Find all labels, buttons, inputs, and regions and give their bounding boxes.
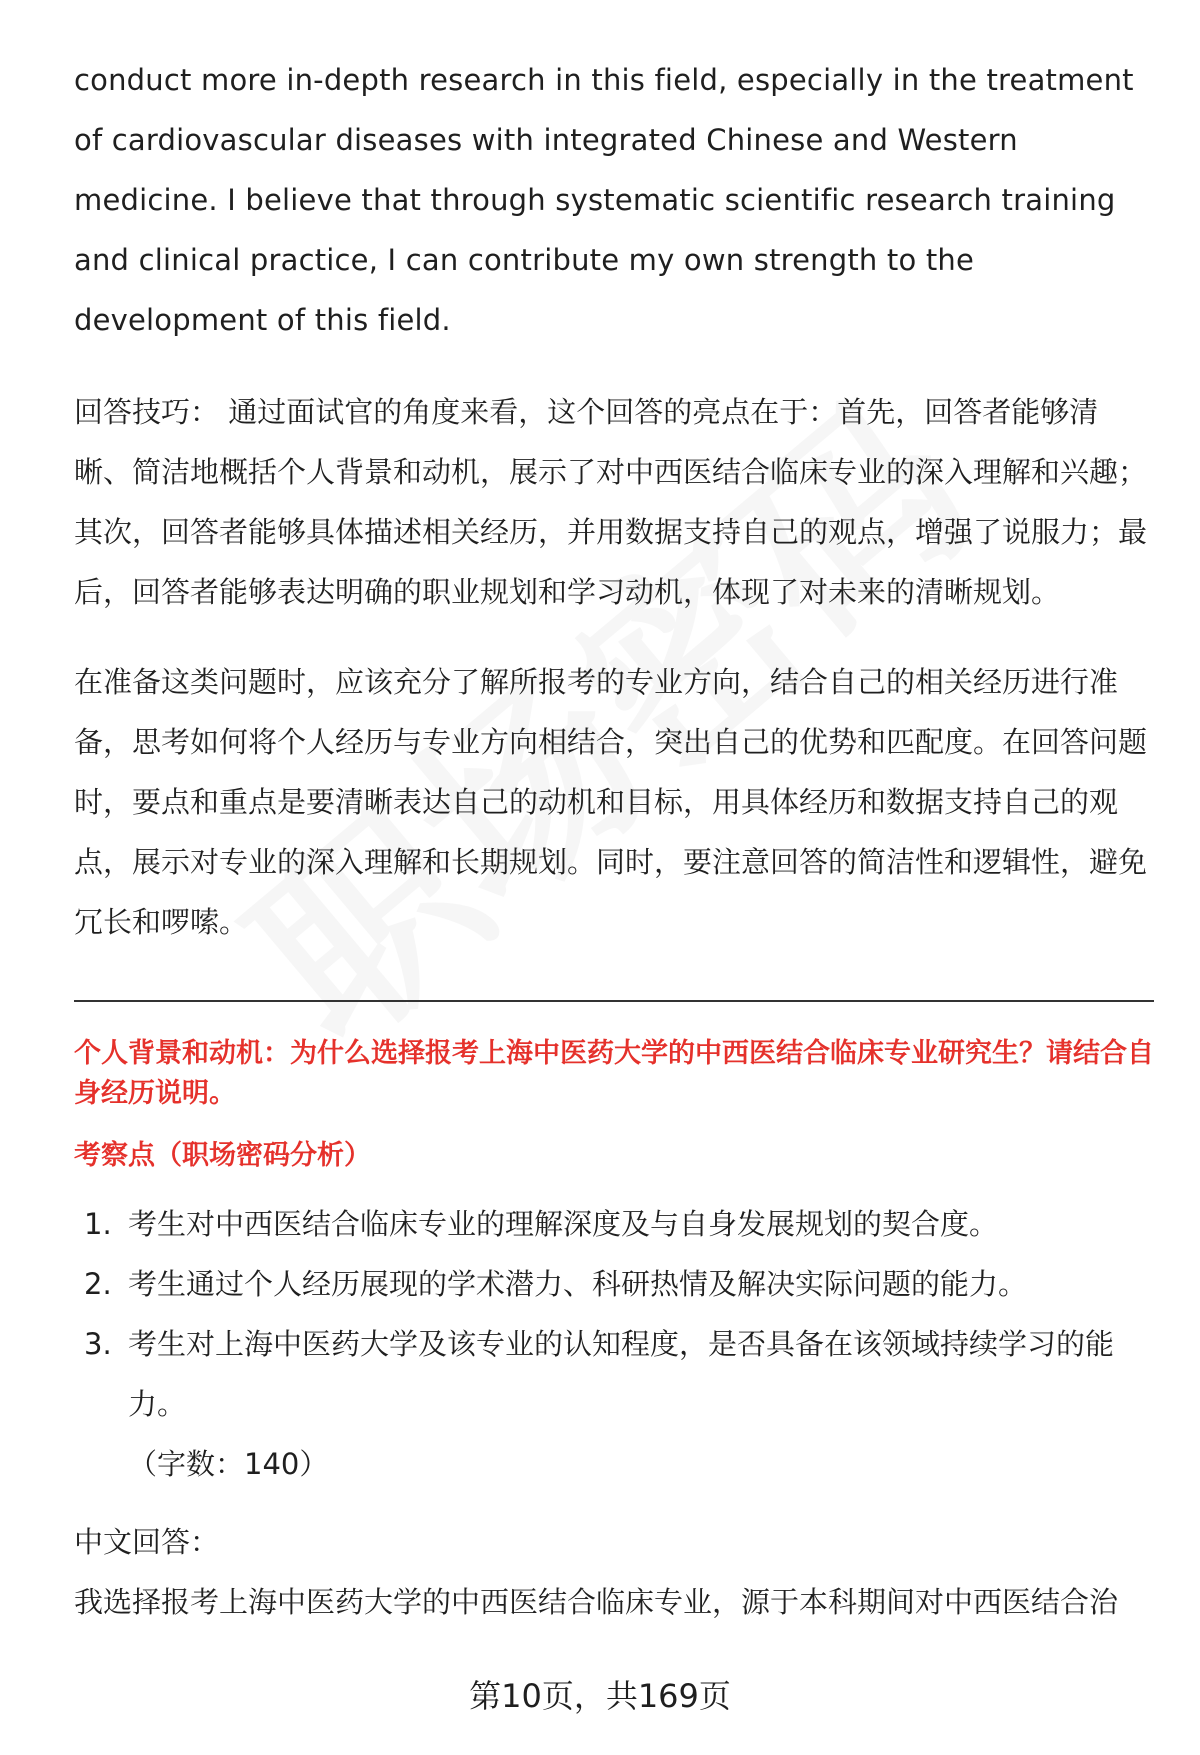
list-number: 3. [84,1327,112,1361]
analysis-point [74,1314,1154,1434]
word-count: （字数：140） [128,1447,329,1481]
analysis-point [74,1194,1154,1254]
analysis-points-list [74,1194,1154,1434]
list-text: 考生通过个人经历展现的学术潜力、科研热情及解决实际问题的能力。 [128,1267,1028,1301]
chinese-answer-text: 我选择报考上海中医药大学的中西医结合临床专业，源于本科期间对中西医结合治 [74,1585,1119,1619]
answer-tips-paragraph: 回答技巧： 通过面试官的角度来看，这个回答的亮点在于：首先，回答者能够清晰、简洁地概括个人背景和动机，展示了对中西医结合临床专业的深入理解和兴趣；其次，回答者能够具体描述相关经历，并用数据支持自己的观点，增强了说服力；最后，回答者能够表达明确的职业规划和学习动机，体现了对未来的清晰规划。 [74,395,1148,609]
list-number: 1. [84,1207,112,1241]
list-text: 考生对中西医结合临床专业的理解深度及与自身发展规划的契合度。 [128,1207,999,1241]
english-answer-paragraph: conduct more in-depth research in this field, especially in the treatment of cardiovascular diseases with integrated Chinese and Western medicine. I believe that through systematic scientific research training and clinical practice, I can contribute my own strength to the development of this field. [74,63,1134,337]
chinese-answer-label: 中文回答： [74,1525,220,1559]
analysis-heading: 考察点（职场密码分析） [74,1140,371,1171]
question-heading: 个人背景和动机：为什么选择报考上海中医药大学的中西医结合临床专业研究生？请结合自身经历说明。 [74,1038,1154,1109]
list-number: 2. [84,1267,112,1301]
list-text: 考生对上海中医药大学及该专业的认知程度，是否具备在该领域持续学习的能力。 [128,1327,1115,1421]
analysis-point [74,1254,1154,1314]
page-number-footer: 第10页，共169页 [469,1677,731,1715]
document-page [74,50,1154,1632]
preparation-advice-paragraph: 在准备这类问题时，应该充分了解所报考的专业方向，结合自己的相关经历进行准备，思考如何将个人经历与专业方向相结合，突出自己的优势和匹配度。在回答问题时，要点和重点是要清晰表达自己的动机和目标，用具体经历和数据支持自己的观点，展示对专业的深入理解和长期规划。同时，要注意回答的简洁性和逻辑性，避免冗长和啰嗦。 [74,665,1148,939]
